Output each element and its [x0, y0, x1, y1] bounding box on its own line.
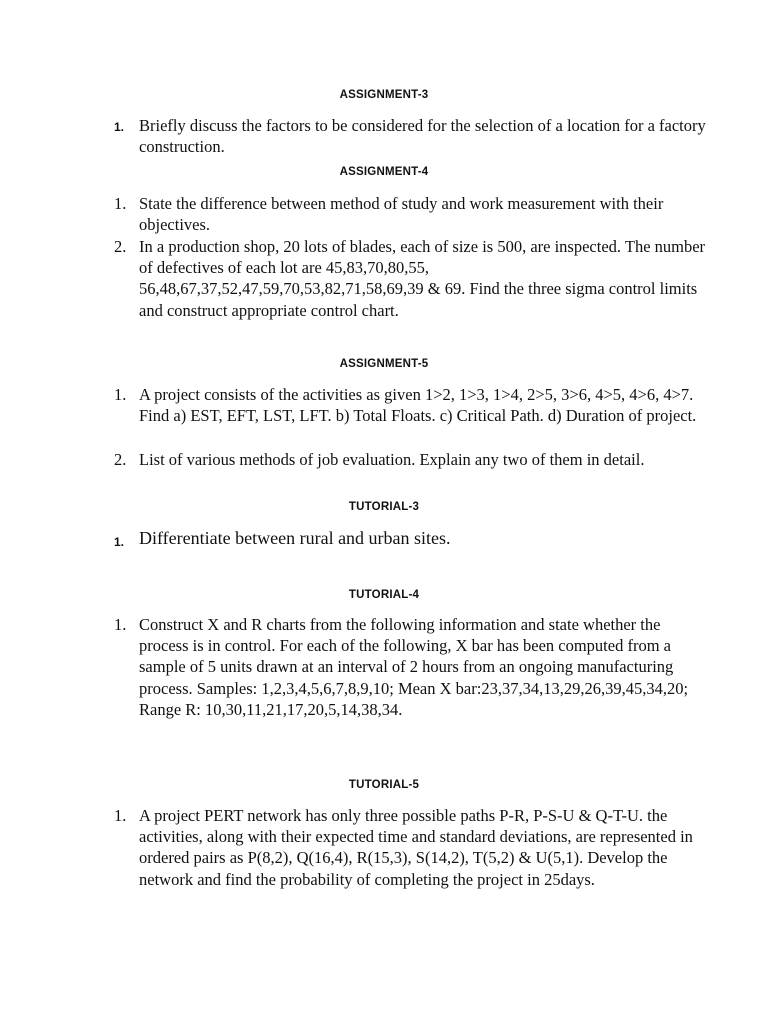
item-text: A project PERT network has only three possible paths P-R, P-S-U & Q-T-U. the activities, along with their expected time and standard deviations, are represented in ordered pairs as P(8,2), Q(16,4), R(15,3), S(14,2), T(5,2) & U(5,1). Develop the network and find the probability of completing the project in 25days.: [139, 806, 693, 889]
list-item: [114, 115, 714, 157]
item-text: Briefly discuss the factors to be considered for the selection of a location for a factory construction.: [139, 116, 706, 157]
item-number: 2.: [114, 237, 127, 256]
section-heading-tutorial-5: TUTORIAL-5: [348, 779, 420, 791]
item-number: 1.: [114, 120, 125, 134]
item-text: Differentiate between rural and urban sites.: [139, 528, 451, 548]
item-text: A project consists of the activities as given 1>2, 1>3, 1>4, 2>5, 3>6, 4>5, 4>6, 4>7. Find a) EST, EFT, LST, LFT. b) Total Floats. c) Critical Path. d) Duration of project.: [139, 385, 697, 426]
item-number: 1.: [114, 806, 127, 825]
list-item: [114, 236, 714, 321]
list-item: [114, 528, 714, 549]
list-item: [114, 449, 714, 470]
item-number: 1.: [114, 535, 125, 549]
list-item: [114, 384, 714, 426]
item-text: In a production shop, 20 lots of blades, each of size is 500, are inspected. The number of defectives of each lot are 45,83,70,80,55, 56,48,67,37,52,47,59,70,53,82,71,58,69,39 & 69. Find the three sigma control limits and construct appropriate control chart.: [139, 237, 706, 320]
item-number: 1.: [114, 194, 127, 213]
section-heading-tutorial-4: TUTORIAL-4: [348, 589, 420, 601]
item-text: Construct X and R charts from the following information and state whether the process is in control. For each of the following, X bar has been computed from a sample of 5 units drawn at an interval of 2 hours from an ongoing manufacturing process. Samples: 1,2,3,4,5,6,7,8,9,10; Mean X bar:23,37,34,13,29,26,39,45,34,20; Range R: 10,30,11,21,17,20,5,14,38,34.: [139, 615, 689, 719]
section-heading-assignment-4: ASSIGNMENT-4: [339, 166, 429, 178]
list-item: [114, 614, 714, 720]
section-heading-assignment-3: ASSIGNMENT-3: [339, 89, 429, 101]
item-number: 2.: [114, 450, 127, 469]
item-text: State the difference between method of study and work measurement with their objectives.: [139, 194, 664, 235]
item-number: 1.: [114, 385, 127, 404]
item-text: List of various methods of job evaluation. Explain any two of them in detail.: [139, 450, 645, 469]
section-heading-assignment-5: ASSIGNMENT-5: [339, 358, 429, 370]
list-item: [114, 805, 714, 890]
item-number: 1.: [114, 615, 127, 634]
section-heading-tutorial-3: TUTORIAL-3: [348, 501, 420, 513]
list-item: [114, 193, 714, 235]
